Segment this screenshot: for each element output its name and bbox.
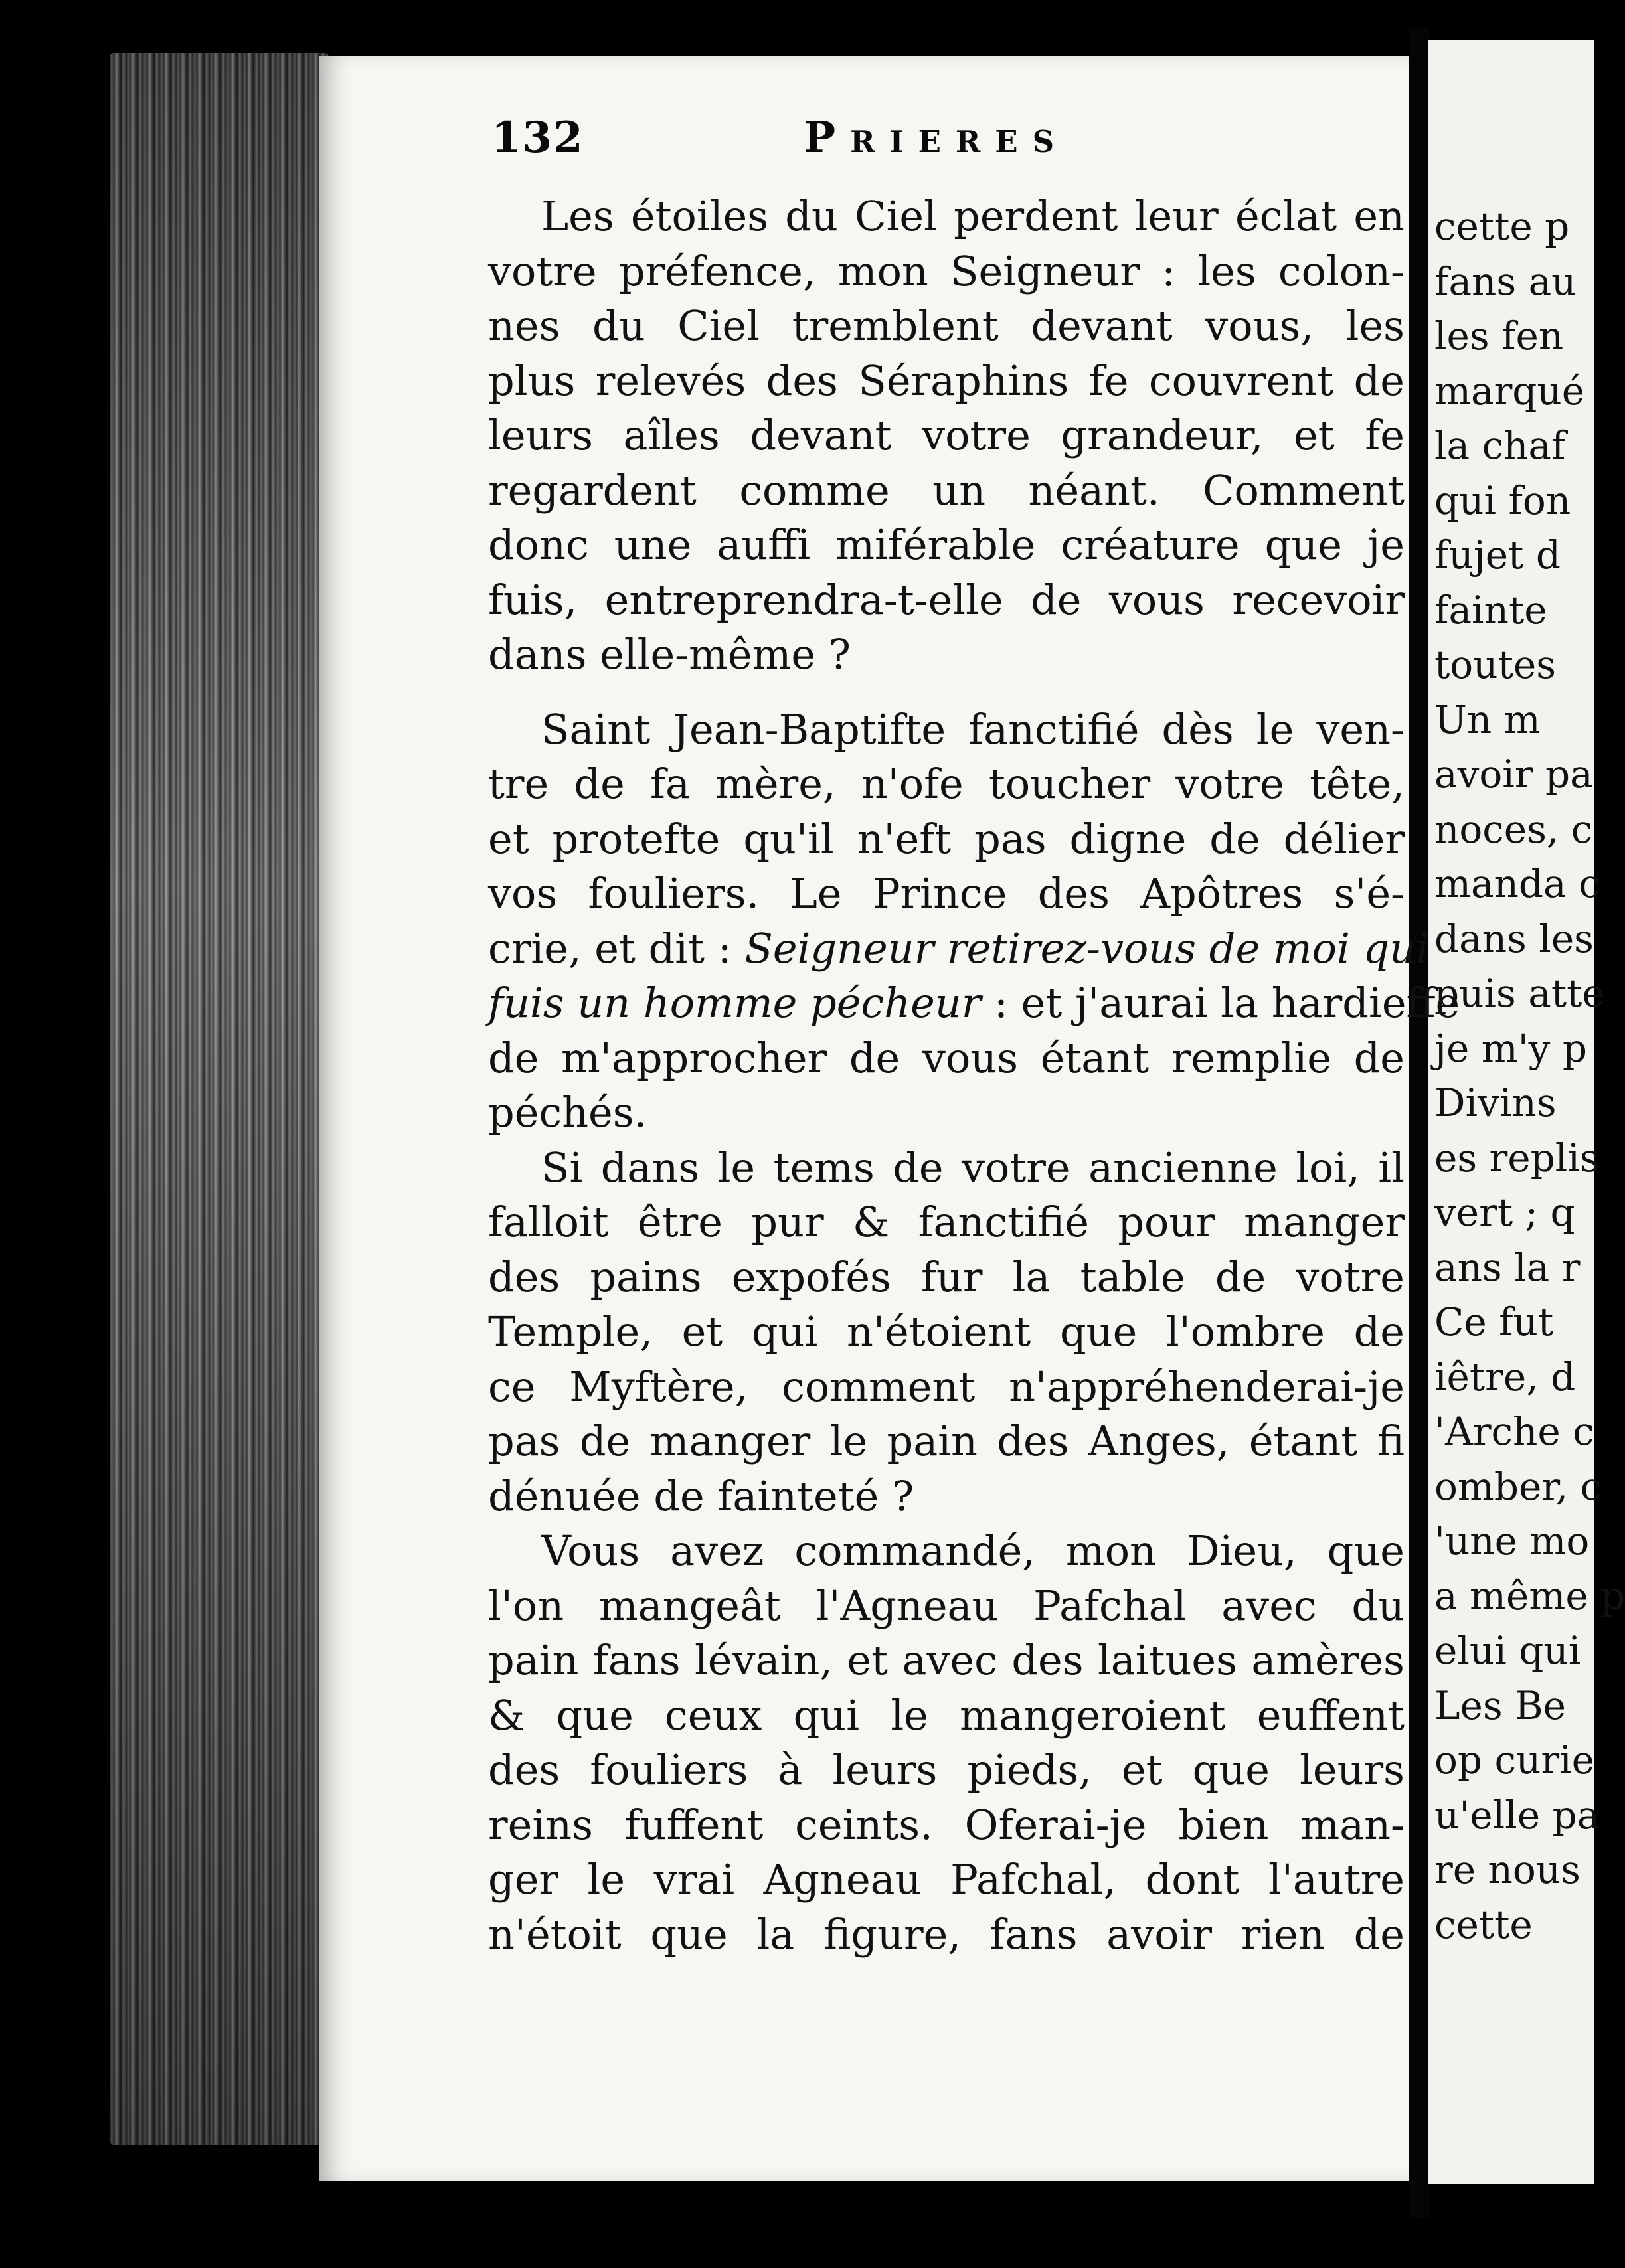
running-head [491, 113, 1421, 186]
text-line: je m'y p [1434, 1025, 1588, 1071]
text-line: pas de manger le pain des Anges, étant fi [488, 1417, 1405, 1465]
page-gutter [1409, 27, 1429, 2218]
text-line: op curie [1434, 1738, 1594, 1783]
text-line: toutes [1434, 642, 1556, 687]
text-line: péchés. [488, 1088, 647, 1137]
text-line: iêtre, d [1434, 1354, 1576, 1400]
text-line: a même p [1434, 1573, 1625, 1619]
text-line: dans elle-même ? [488, 630, 851, 679]
text-line: leurs aîles devant votre grandeur, et fe [488, 411, 1405, 459]
text-line: nes du Ciel tremblent devant vous, les [488, 301, 1405, 350]
text-line: Temple, et qui n'étoient que l'ombre de [488, 1307, 1405, 1356]
italic-quote: fuis un homme pécheur [488, 979, 982, 1027]
text-line: 'Arche c [1434, 1409, 1594, 1454]
left-page-text [488, 189, 1460, 1962]
text-line: marqué [1434, 368, 1585, 414]
text-line: les fen [1434, 313, 1564, 359]
text-line: & que ceux qui le mangeroient euffent [488, 1690, 1405, 1740]
text-line: reins fuffent ceints. Oferai-je bien man- [488, 1800, 1405, 1849]
text-line: tre de fa mère, n'ofe toucher votre tête, [488, 760, 1405, 808]
text-line: 'une mo [1434, 1518, 1590, 1564]
text-line: de m'approcher de vous étant remplie de [488, 1033, 1405, 1082]
text-line: Vous avez commandé, mon Dieu, que [541, 1526, 1405, 1575]
text-line: manda c [1434, 861, 1600, 906]
text-line: des pains expofés fur la table de votre [488, 1252, 1405, 1301]
text-line: fujet d [1434, 532, 1561, 578]
text-line: pain fans lévain, et avec des laitues amères [488, 1636, 1405, 1684]
text-line: elui qui [1434, 1628, 1581, 1673]
text-line: dénuée de fainteté ? [488, 1471, 914, 1520]
text-line: qui fon [1434, 477, 1571, 523]
text-line: Saint Jean-Baptifte fanctifié dès le ven- [541, 704, 1405, 754]
text-line: cette p [1434, 204, 1570, 249]
text-line: l'on mangeât l'Agneau Pafchal avec du [488, 1581, 1405, 1630]
text-line [488, 922, 1429, 977]
text-run: : et j'aurai la hardieffe [981, 979, 1460, 1027]
text-line: Les Be [1434, 1682, 1566, 1728]
text-run: crie, et dit : [488, 924, 745, 973]
text-line: Si dans le tems de votre ancienne loi, il [541, 1143, 1405, 1192]
text-line: des fouliers à leurs pieds, et que leurs [488, 1745, 1405, 1794]
text-line: cette [1434, 1902, 1533, 1947]
text-line: u'elle pa [1434, 1792, 1600, 1838]
italic-quote: Seigneur retirez-vous de moi qui [744, 924, 1429, 973]
right-page-text [1434, 199, 1625, 1952]
text-line: regardent comme un néant. Comment [488, 465, 1405, 515]
text-line: omber, c [1434, 1463, 1602, 1509]
text-line: votre préfence, mon Seigneur : les colon- [488, 246, 1405, 295]
text-line: fuis, entreprendra-t-elle de vous recevoir [488, 575, 1405, 624]
text-line: ce Myftère, comment n'appréhenderai-je [488, 1362, 1405, 1411]
text-line: Un m [1434, 696, 1541, 742]
text-line: Divins [1434, 1080, 1557, 1125]
text-line: dans les [1434, 916, 1594, 961]
text-line: vos fouliers. Le Prince des Apôtres s'é- [488, 869, 1405, 918]
text-line: Ce fut [1434, 1299, 1554, 1344]
text-line: Les étoiles du Ciel perdent leur éclat en [541, 192, 1405, 240]
text-line [488, 976, 1460, 1031]
text-line: ger le vrai Agneau Pafchal, dont l'autre [488, 1855, 1405, 1903]
text-line: re nous [1434, 1847, 1581, 1892]
text-line: puis atte [1434, 971, 1605, 1016]
text-line: fainte [1434, 587, 1547, 633]
text-line: n'étoit que la figure, fans avoir rien de [488, 1909, 1405, 1959]
text-line: ans la r [1434, 1244, 1581, 1290]
text-line: et protefte qu'il n'eft pas digne de délier [488, 814, 1405, 863]
text-line: vert ; q [1434, 1190, 1575, 1235]
text-line: noces, c [1434, 806, 1593, 852]
text-line: es replis [1434, 1135, 1600, 1180]
text-line: falloit être pur & fanctifié pour manger [488, 1198, 1405, 1246]
text-line: la chaf [1434, 423, 1566, 468]
book-fore-edge [110, 53, 329, 2145]
text-line: donc une auffi miférable créature que je [488, 521, 1405, 569]
page-number: 132 [491, 113, 584, 163]
text-line: plus relevés des Séraphins fe couvrent de [488, 356, 1405, 405]
text-line: fans au [1434, 258, 1577, 304]
running-title: Prieres [804, 113, 1069, 163]
text-line: avoir pa [1434, 752, 1593, 797]
